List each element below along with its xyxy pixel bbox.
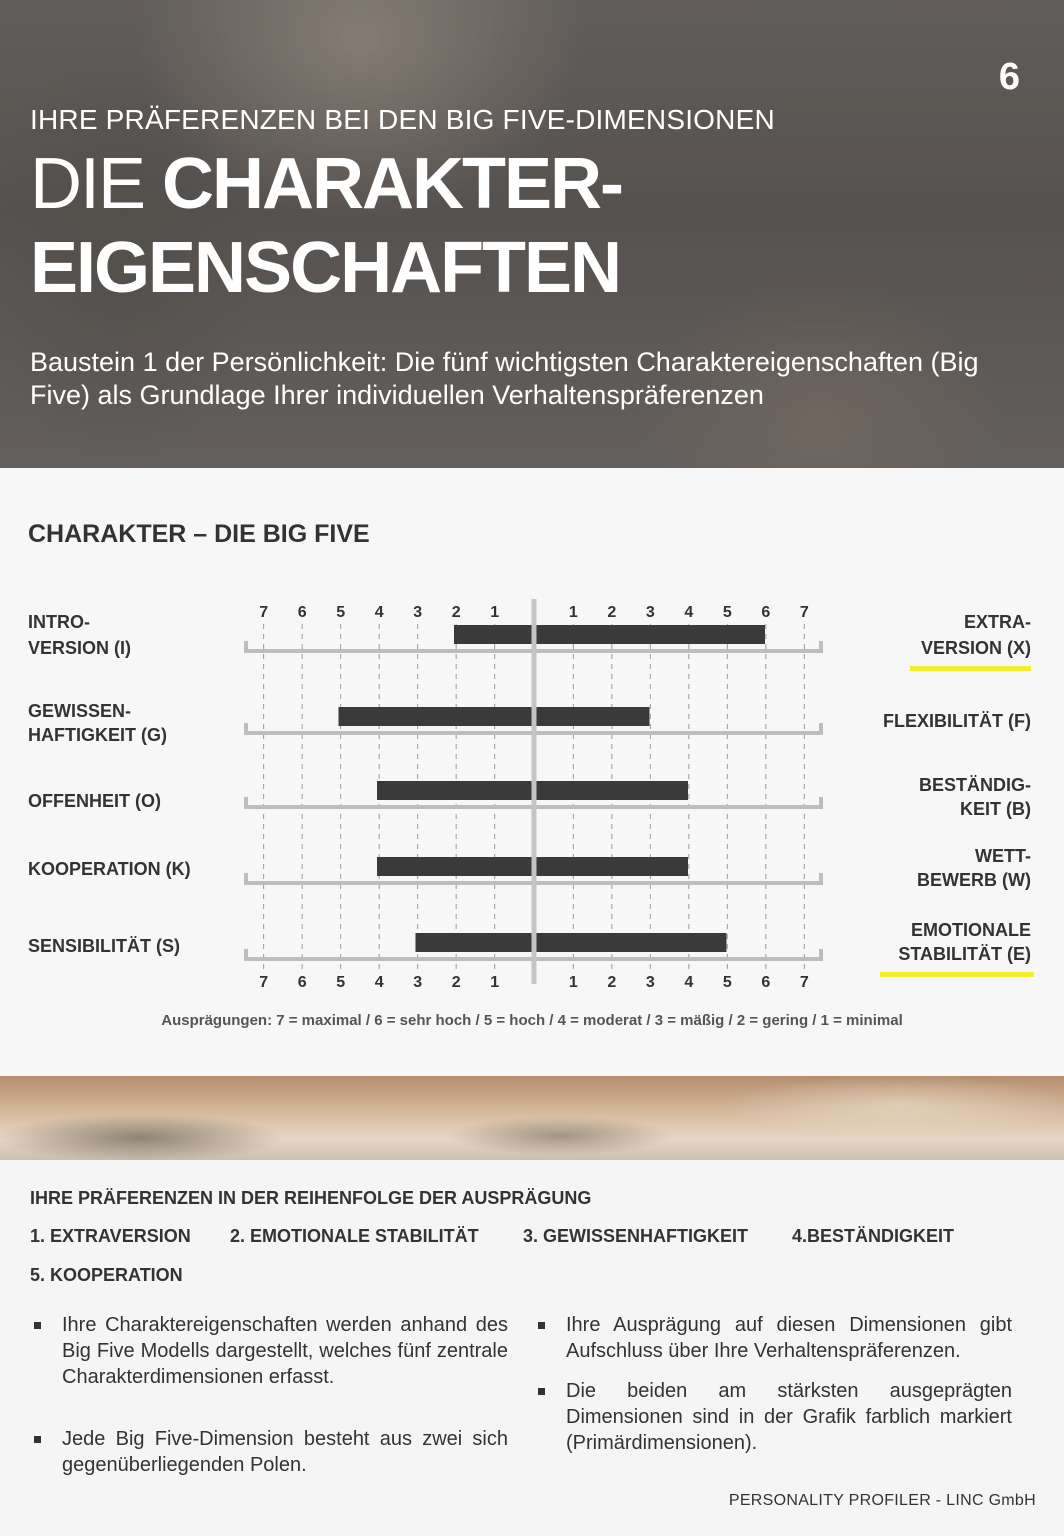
tick-label: 4 xyxy=(374,604,384,621)
right-pole-label: VERSION (X) xyxy=(920,638,1031,658)
right-pole-label: BESTÄNDIG- xyxy=(919,775,1031,795)
tick-label: 6 xyxy=(761,974,771,991)
tick-label: 5 xyxy=(336,974,346,991)
right-pole-label: STABILITÄT (E) xyxy=(898,944,1031,964)
page-subtitle: Baustein 1 der Persönlichkeit: Die fünf wichtigsten Charaktereigenschaften (Big Five) als Grundlage Ihrer individuellen Verhaltenspräferenzen xyxy=(30,347,979,410)
right-pole-label: EMOTIONALE xyxy=(911,920,1031,940)
bar-left xyxy=(377,857,534,876)
bullets-left xyxy=(30,1312,508,1478)
tick-label: 3 xyxy=(645,604,655,621)
bullet-item: Jede Big Five-Dimension besteht aus zwei sich gegenüberliegenden Polen. xyxy=(30,1426,508,1478)
left-pole-label: HAFTIGKEIT (G) xyxy=(28,725,167,745)
bar-right xyxy=(534,781,688,800)
bar-right xyxy=(534,625,765,644)
ranking-item: 1. EXTRAVERSION xyxy=(30,1226,191,1246)
right-pole-label: BEWERB (W) xyxy=(917,870,1031,890)
tick-label: 4 xyxy=(684,604,694,621)
ranking-item: 5. KOOPERATION xyxy=(30,1265,183,1285)
bullet-item: Ihre Charaktereigenschaften werden anhand des Big Five Modells dargestellt, welches fünf zentrale Charakterdimensionen erfasst. xyxy=(30,1312,508,1390)
tick-label: 5 xyxy=(722,974,732,991)
tick-label: 3 xyxy=(413,604,423,621)
left-pole-label: VERSION (I) xyxy=(28,638,132,658)
tick-label: 1 xyxy=(568,604,578,621)
bullet-item: Ihre Ausprägung auf diesen Dimensionen gibt Aufschluss über Ihre Verhaltenspräferenzen. xyxy=(534,1312,1012,1364)
bar-right xyxy=(534,707,650,726)
tick-label: 1 xyxy=(568,974,578,991)
ranking-item: 4.BESTÄNDIGKEIT xyxy=(792,1226,955,1246)
page-number: 6 xyxy=(998,56,1020,98)
title-bold-1: CHARAKTER- xyxy=(162,144,622,224)
tick-label: 6 xyxy=(761,604,771,621)
tick-label: 2 xyxy=(607,974,617,991)
title-light: DIE xyxy=(30,144,163,224)
left-pole-label: OFFENHEIT (O) xyxy=(28,791,161,811)
tick-label: 4 xyxy=(684,974,694,991)
right-pole-label: WETT- xyxy=(975,846,1031,866)
left-pole-label: INTRO- xyxy=(28,612,90,632)
tick-label: 4 xyxy=(374,974,384,991)
title-bold-2: EIGENSCHAFTEN xyxy=(30,228,621,308)
left-pole-label: GEWISSEN- xyxy=(28,701,132,721)
tick-label: 2 xyxy=(451,604,461,621)
tick-label: 3 xyxy=(413,974,423,991)
tick-label: 2 xyxy=(451,974,461,991)
tick-label: 7 xyxy=(799,974,809,991)
decorative-photo-strip xyxy=(0,1076,1064,1160)
tick-label: 7 xyxy=(259,974,269,991)
bar-right xyxy=(534,933,727,952)
bullets-right xyxy=(534,1312,1012,1456)
primary-dimension-highlight xyxy=(910,666,1031,671)
tick-label: 1 xyxy=(490,974,500,991)
bar-left xyxy=(377,781,534,800)
right-pole-label: FLEXIBILITÄT (F) xyxy=(883,711,1031,731)
tick-label: 5 xyxy=(722,604,732,621)
primary-dimension-highlight xyxy=(880,972,1034,977)
left-pole-label: KOOPERATION (K) xyxy=(28,859,191,879)
ranking-item: 2. EMOTIONALE STABILITÄT xyxy=(230,1226,479,1246)
tick-label: 7 xyxy=(799,604,809,621)
tick-label: 1 xyxy=(490,604,500,621)
preferences-heading: IHRE PRÄFERENZEN IN DER REIHENFOLGE DER AUSPRÄGUNG xyxy=(30,1188,592,1208)
big-five-chart xyxy=(0,468,1064,1076)
bar-right xyxy=(534,857,688,876)
tick-label: 2 xyxy=(607,604,617,621)
tick-label: 5 xyxy=(336,604,346,621)
footer-brand: PERSONALITY PROFILER - LINC GmbH xyxy=(728,1492,1036,1509)
tick-label: 7 xyxy=(259,604,269,621)
hero-banner xyxy=(0,0,1064,468)
bullet-item: Die beiden am stärksten ausgeprägten Dimensionen sind in der Grafik farblich markiert (Primärdimensionen). xyxy=(534,1378,1012,1456)
tick-label: 3 xyxy=(645,974,655,991)
bar-left xyxy=(339,707,535,726)
right-pole-label: EXTRA- xyxy=(964,612,1031,632)
ranking-item: 3. GEWISSENHAFTIGKEIT xyxy=(523,1226,749,1246)
preferences-section xyxy=(0,1160,1064,1536)
page-title xyxy=(30,142,622,310)
chart-title: CHARAKTER – DIE BIG FIVE xyxy=(28,520,370,548)
bar-left xyxy=(416,933,535,952)
scale-legend: Ausprägungen: 7 = maximal / 6 = sehr hoch / 5 = hoch / 4 = moderat / 3 = mäßig / 2 = gering / 1 = minimal xyxy=(161,1012,903,1029)
chart-card xyxy=(0,468,1064,1076)
right-pole-label: KEIT (B) xyxy=(960,799,1031,819)
tick-label: 6 xyxy=(297,974,307,991)
tick-label: 6 xyxy=(297,604,307,621)
page-overline: IHRE PRÄFERENZEN BEI DEN BIG FIVE-DIMENSIONEN xyxy=(30,104,775,135)
left-pole-label: SENSIBILITÄT (S) xyxy=(28,936,180,956)
bar-left xyxy=(454,625,534,644)
